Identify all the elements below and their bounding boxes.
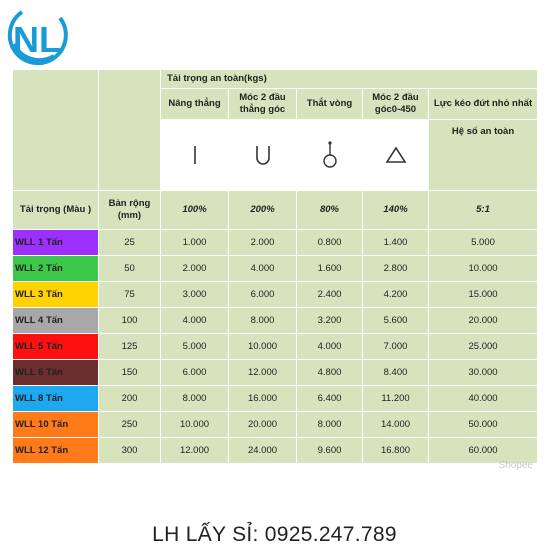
load-label: WLL 12 Tấn (13, 438, 99, 464)
breaking-cell: 20.000 (429, 308, 538, 334)
straight-cell: 12.000 (161, 438, 229, 464)
width-cell: 75 (99, 282, 161, 308)
width-cell: 250 (99, 412, 161, 438)
table-row (13, 438, 538, 464)
angle-lift-icon (363, 120, 429, 191)
width-cell: 25 (99, 230, 161, 256)
choke-cell: 4.800 (297, 360, 363, 386)
svg-text:NL: NL (13, 19, 61, 60)
load-label: WLL 10 Tấn (13, 412, 99, 438)
straight-cell: 10.000 (161, 412, 229, 438)
watermark: Shopee (498, 460, 533, 471)
col-90deg-header: Móc 2 đầu thẳng góc (229, 89, 297, 120)
deg90-cell: 4.000 (229, 256, 297, 282)
angle-cell: 1.400 (363, 230, 429, 256)
table-row (13, 256, 538, 282)
angle-cell: 7.000 (363, 334, 429, 360)
choke-cell: 2.400 (297, 282, 363, 308)
breaking-cell: 30.000 (429, 360, 538, 386)
angle-cell: 14.000 (363, 412, 429, 438)
footer-contact: LH LẤY SỈ: 0925.247.789 (152, 523, 397, 546)
load-label: WLL 2 Tấn (13, 256, 99, 282)
deg90-cell: 10.000 (229, 334, 297, 360)
breaking-cell: 50.000 (429, 412, 538, 438)
load-label: WLL 8 Tấn (13, 386, 99, 412)
safety-factor-header: Hệ số an toàn (429, 120, 538, 191)
factor-angle: 140% (363, 191, 429, 230)
col-load-header: Tải trọng (Màu ) (13, 191, 99, 230)
factor-choke: 80% (297, 191, 363, 230)
load-label: WLL 5 Tấn (13, 334, 99, 360)
angle-cell: 8.400 (363, 360, 429, 386)
breaking-cell: 60.000 (429, 438, 538, 464)
choke-cell: 1.600 (297, 256, 363, 282)
straight-cell: 4.000 (161, 308, 229, 334)
u-shape-lift-icon (229, 120, 297, 191)
breaking-cell: 40.000 (429, 386, 538, 412)
table-row (13, 282, 538, 308)
width-cell: 125 (99, 334, 161, 360)
col-straight-header: Nâng thẳng (161, 89, 229, 120)
table-row (13, 230, 538, 256)
table-row (13, 412, 538, 438)
table-row (13, 386, 538, 412)
straight-cell: 8.000 (161, 386, 229, 412)
table-row (13, 308, 538, 334)
load-label: WLL 3 Tấn (13, 282, 99, 308)
width-cell: 150 (99, 360, 161, 386)
breaking-cell: 5.000 (429, 230, 538, 256)
width-cell: 200 (99, 386, 161, 412)
choke-cell: 9.600 (297, 438, 363, 464)
table-row (13, 334, 538, 360)
choke-cell: 3.200 (297, 308, 363, 334)
straight-cell: 5.000 (161, 334, 229, 360)
table-row (13, 360, 538, 386)
deg90-cell: 20.000 (229, 412, 297, 438)
choke-cell: 4.000 (297, 334, 363, 360)
deg90-cell: 16.000 (229, 386, 297, 412)
straight-cell: 1.000 (161, 230, 229, 256)
angle-cell: 5.600 (363, 308, 429, 334)
choke-cell: 0.800 (297, 230, 363, 256)
deg90-cell: 8.000 (229, 308, 297, 334)
load-label: WLL 4 Tấn (13, 308, 99, 334)
factor-safety: 5:1 (429, 191, 538, 230)
load-label: WLL 1 Tấn (13, 230, 99, 256)
col-break-header: Lực kéo đứt nhỏ nhất (429, 89, 538, 120)
straight-cell: 6.000 (161, 360, 229, 386)
deg90-cell: 24.000 (229, 438, 297, 464)
width-header-top (99, 70, 161, 191)
width-cell: 50 (99, 256, 161, 282)
angle-cell: 16.800 (363, 438, 429, 464)
safe-load-title: Tải trọng an toàn(kgs) (161, 70, 538, 89)
angle-cell: 4.200 (363, 282, 429, 308)
load-label: WLL 6 Tấn (13, 360, 99, 386)
choke-cell: 8.000 (297, 412, 363, 438)
factor-90deg: 200% (229, 191, 297, 230)
straight-lift-icon (161, 120, 229, 191)
col-width-header: Bản rộng (mm) (99, 191, 161, 230)
width-cell: 300 (99, 438, 161, 464)
deg90-cell: 6.000 (229, 282, 297, 308)
corner-cell (13, 70, 99, 191)
choke-lift-icon (297, 120, 363, 191)
breaking-cell: 10.000 (429, 256, 538, 282)
col-choke-header: Thắt vòng (297, 89, 363, 120)
straight-cell: 2.000 (161, 256, 229, 282)
breaking-cell: 25.000 (429, 334, 538, 360)
choke-cell: 6.400 (297, 386, 363, 412)
angle-cell: 2.800 (363, 256, 429, 282)
col-angle-header: Móc 2 đầu góc0-450 (363, 89, 429, 120)
deg90-cell: 2.000 (229, 230, 297, 256)
deg90-cell: 12.000 (229, 360, 297, 386)
brand-logo (4, 4, 72, 70)
breaking-cell: 15.000 (429, 282, 538, 308)
specification-table (12, 69, 538, 464)
angle-cell: 11.200 (363, 386, 429, 412)
width-cell: 100 (99, 308, 161, 334)
straight-cell: 3.000 (161, 282, 229, 308)
factor-straight: 100% (161, 191, 229, 230)
